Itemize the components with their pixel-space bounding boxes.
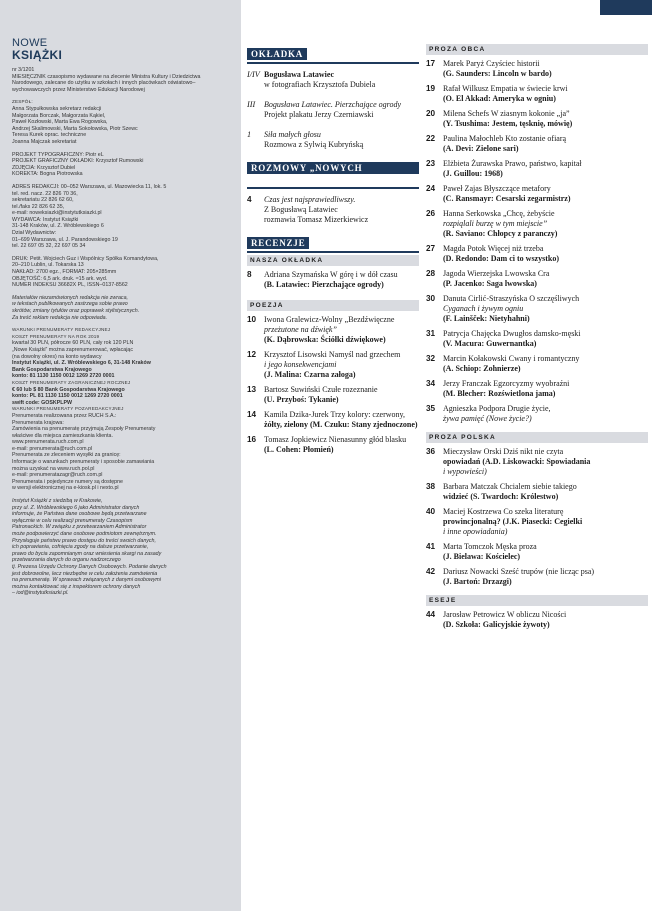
page-number: III (247, 100, 256, 109)
entry-line: (A. Devi: Zielone sari) (443, 144, 519, 153)
toc-entry[interactable] (247, 130, 419, 150)
toc-entry[interactable] (247, 350, 419, 380)
credit-line: KOREKTA: Bogna Piotrowska (12, 171, 83, 178)
sub-line: e-mail: prenumerata@ruch.com.pl (12, 445, 93, 452)
logo-line2: KSIĄŻKI (12, 48, 63, 62)
note-line: Za treść reklam redakcja nie odpowiada. (12, 314, 108, 321)
toc-entry[interactable] (426, 209, 648, 239)
team-block (12, 99, 233, 145)
entry-line: Marek Paryż Czyściec historii (443, 59, 540, 68)
entry-line: Hanna Serkowska „Chcę, żebyście (443, 209, 555, 218)
rodo-line: przy ul. Z. Wróblewskiego 6 jako Administrator danych (12, 504, 140, 511)
rodo-line: Przysługuje państwu prawo dostępu do treści swoich danych, (12, 537, 156, 544)
toc-entry[interactable] (426, 404, 648, 424)
entry-line: (J. Guillou: 1968) (443, 169, 503, 178)
page-number: 27 (426, 244, 436, 253)
entry-line: (M. Blecher: Rozświetlona jama) (443, 389, 556, 398)
team-line: Paweł Kozłowski, Marta Ewa Rogowska, (12, 119, 108, 126)
entry-line: (L. Cohen: Płomień) (264, 445, 334, 454)
page-number: 31 (426, 329, 436, 338)
entry-line: opowiadań (A.D. Liskowacki: Spowiadania (443, 457, 591, 466)
corner-tab (600, 0, 652, 15)
toc-entry[interactable] (426, 482, 648, 502)
page-number: 26 (426, 209, 436, 218)
entry-line: Rozmowa z Sylwią Kubryńską (264, 140, 364, 149)
sub-line: konto: PL 81 1130 1150 0012 1269 2720 0001 (12, 393, 123, 400)
team-line: Małgorzata Borczak, Małgorzata Kąkiel, (12, 112, 106, 119)
section-title: OKŁADKA (247, 48, 307, 60)
contents-middle (247, 44, 419, 460)
entry-line: (J. Bielawa: Kościelec) (443, 552, 521, 561)
rodo-line: na prenumeratę. W sprawach związanych z danymi osobowymi (12, 577, 161, 584)
toc-entry[interactable] (426, 84, 648, 104)
page-number: 4 (247, 195, 252, 204)
toc-entry[interactable] (426, 184, 648, 204)
sub-line: Zamówienia na prenumeratę przyjmują Zespoły Prenumeraty (12, 426, 156, 433)
entry-line: (K. Dąbrowska: Ściółki dźwiękowe) (264, 335, 386, 344)
entry-line: (V. Macura: Guwernantka) (443, 339, 537, 348)
credit-line: ZDJĘCIA: Krzysztof Dubiel (12, 164, 76, 171)
sub-line: e-mail: prenumeratazagr@ruch.com.pl (12, 472, 103, 479)
rodo-line: tj. Prezesa Urzędu Ochrony Danych Osobowych. Podanie danych (12, 563, 167, 570)
address-line: tel. red. nacz. 22 826 70 36, (12, 190, 78, 197)
print-line: NUMER INDEKSU 36682X PL, ISSN–0137-8562 (12, 282, 128, 289)
entry-line: Krzysztof Lisowski Namyśl nad grzechem (264, 350, 401, 359)
page-number: 42 (426, 567, 436, 576)
entry-line: Jarosław Petrowicz W obliczu Nicości (443, 610, 567, 619)
page-number: 23 (426, 159, 436, 168)
entry-line: Siła małych głosu (264, 130, 321, 139)
toc-entry[interactable] (247, 435, 419, 455)
entry-line: żółty, zielony (M. Czuku: Stany zjednoczone) (264, 420, 418, 429)
toc-entry[interactable] (247, 195, 419, 225)
logo-line1: NOWE (12, 37, 48, 49)
entry-line: (F. Lainšček: Nietyhahni) (443, 314, 530, 323)
address-line: sekretariatu 22 826 62 60, (12, 197, 74, 204)
page-number: 17 (426, 59, 436, 68)
print-block (12, 256, 233, 289)
page-number: 20 (426, 109, 436, 118)
page-number: 22 (426, 134, 436, 143)
sub-line: € 60 lub $ 80 Bank Gospodarstwa Krajowego (12, 386, 125, 393)
entry-line: Marta Tomczok Męska proza (443, 542, 537, 551)
subsection-title: ESEJE (426, 595, 648, 606)
toc-entry[interactable] (426, 159, 648, 179)
print-line: OBJĘTOŚĆ: 6,5 ark. druk. ≈15 ark. wyd. (12, 275, 108, 282)
sub-line: właściwe dla miejsca zamieszkania klienta. (12, 432, 113, 439)
entry-line: (D. Redondo: Dam ci to wszystko) (443, 254, 559, 263)
address-line: tel./faks 22 826 62 35, (12, 203, 65, 210)
page-number: 28 (426, 269, 436, 278)
rodo-line: może podpowierzyć dane osobowe podmiotom zewnętrznym. (12, 531, 157, 537)
masthead-column (0, 0, 241, 911)
page-number: 19 (426, 84, 436, 93)
page-number: 40 (426, 507, 436, 516)
sub-line: Prenumerata i pojedyncze numery są dostępne (12, 478, 124, 485)
entry-line: Agnieszka Podpora Drugie życie, (443, 404, 551, 413)
address-line: 01–699 Warszawa, ul. J. Parandowskiego 19 (12, 236, 118, 243)
entry-line: Patrycja Chajęcka Dwugłos damsko-męski (443, 329, 581, 338)
toc-entry[interactable] (426, 134, 648, 154)
entry-line: Elżbieta Żurawska Prawo, państwo, kapitał (443, 159, 582, 168)
toc-entry[interactable] (247, 315, 419, 345)
print-line: NAKŁAD: 2700 egz., FORMAT: 205×285mm (12, 269, 117, 276)
address-line: Dział Wydawnictw: (12, 230, 57, 237)
page-number: 34 (426, 379, 436, 388)
entry-line: Milena Schefs W ziasnym kokonie „ja” (443, 109, 570, 118)
address-line: tel. 22 697 05 32, 22 697 05 34 (12, 243, 86, 250)
rodo-line: prawo do bycia zapomnianym oraz wniesienia skargi na zasady (12, 550, 162, 557)
entry-line: i wypowieści) (443, 467, 487, 476)
toc-entry[interactable] (426, 244, 648, 264)
entry-line: rozmawia Tomasz Mizerkiewicz (264, 215, 369, 224)
entry-line: (U. Przyboś: Tykanie) (264, 395, 339, 404)
entry-line: Z Bogusławą Latawiec (264, 205, 338, 214)
sub-line: można uzyskać na www.ruch.pol.pl (12, 465, 95, 472)
address-line: ADRES REDAKCJI: 00–052 Warszawa, ul. Mazowiecka 11, lok. 5 (12, 183, 167, 190)
address-line: e-mail: noweksiazki@instytutksiazki.pl (12, 210, 102, 217)
entry-line: Magda Potok Więcej niż trzeba (443, 244, 544, 253)
toc-entry[interactable] (426, 567, 648, 587)
entry-line: (A. Schiop: Zohnierze) (443, 364, 521, 373)
toc-entry[interactable] (247, 385, 419, 405)
rodo-line: Patronackich. W związku z przetwarzaniem Administrator (12, 524, 147, 531)
credits-block (12, 152, 233, 178)
entry-line: Czas jest najsprawiedliwszy. (264, 195, 356, 204)
page-number: 13 (247, 385, 257, 394)
sub-line: WARUNKI PRENUMERATY POZAREDAKCYJNEJ (12, 406, 124, 412)
page-number: 12 (247, 350, 257, 359)
page-number: 16 (247, 435, 257, 444)
entry-line: Jagoda Wierzejska Lwowska Cra (443, 269, 550, 278)
issue-info (12, 67, 233, 93)
entry-line: prowincjonalną? (J.K. Piasecki: Cegielki (443, 517, 583, 526)
entry-line: (P. Jacenko: Saga lwowska) (443, 279, 537, 288)
note-line: w tekstach publikowanych zastrzega sobie prawo (12, 301, 128, 308)
entry-line: Jerzy Franczak Egzorcyzmy wyobraźni (443, 379, 570, 388)
section-rozmowy (247, 162, 419, 189)
team-line: Teresa Kurek oprac. techniczne (12, 132, 87, 139)
entry-line: Dariusz Nowacki Sześć trupów (nie licząc psa) (443, 567, 595, 576)
sub-line: w wersji elektronicznej na e-kiosk.pl i nexto.pl (12, 485, 119, 492)
toc-entry[interactable] (426, 329, 648, 349)
entry-line: przeżutone na dźwięk” (264, 325, 337, 334)
note-line: skrótów, zmiany tytułów oraz poprawek stylistycznych. (12, 308, 140, 314)
entry-line: Cyganach i żywym ogniu (443, 304, 524, 313)
rodo-block (12, 498, 233, 597)
entry-line: Paweł Zajas Błyszczące metafory (443, 184, 551, 193)
subsection-title: PROZA OBCA (426, 44, 648, 55)
page-number: 1 (247, 130, 252, 139)
note-line: Materiałów niezamówionych redakcja nie zwraca, (12, 294, 128, 301)
page-number: 8 (247, 270, 252, 279)
toc-entry[interactable] (426, 354, 648, 374)
rodo-line: – iod@instytutksiazki.pl. (12, 590, 69, 597)
sub-line: WARUNKI PRENUMERATY REDAKCYJNEJ (12, 327, 111, 333)
sub-line: KOSZT PRENUMERATY NA ROK 2019 (12, 333, 100, 339)
entry-line: (D. Szkoła: Galicyjskie żywoty) (443, 620, 550, 629)
page-number: 44 (426, 610, 436, 619)
entry-line: i inne opowiadania) (443, 527, 508, 536)
sub-line: kwartał 30 PLN, półrocze 60 PLN, cały rok 120 PLN (12, 340, 134, 347)
sub-line: www.prenumerata.ruch.com.pl (12, 439, 84, 446)
address-block (12, 184, 233, 250)
toc-entry[interactable] (426, 610, 648, 630)
entry-line: widzieć (S. Twardoch: Królestwo) (443, 492, 559, 501)
editorial-note (12, 295, 233, 321)
entry-line: (G. Saunders: Lincoln w bardo) (443, 69, 552, 78)
masthead-description: MIESIĘCZNIK czasopismo wydawane na zlecenie Ministra Kultury i Dziedzictwa Narodowego, zalecane do użytku w szkołach i innych placówkach oświatowo–wychowawczych przez Ministerstwo Edukacji Narodowej (12, 73, 201, 93)
rodo-line: można kontaktować się z inspektorem ochrony danych (12, 583, 141, 590)
subsection-title: POEZJA (247, 300, 419, 311)
entry-line: Paulina Małochleb Kto zostanie ofiarą (443, 134, 567, 143)
rodo-line: przetwarzania danych do organu nadzorczego (12, 557, 121, 564)
page-number: 10 (247, 315, 257, 324)
toc-entry[interactable] (247, 410, 419, 430)
entry-line: (O. El Akkad: Ameryka w ogniu) (443, 94, 556, 103)
team-label: ZESPÓŁ: (12, 99, 33, 105)
print-line: 20–210 Lublin, ul. Tokarska 13 (12, 262, 84, 269)
sub-line: konto: 81 1130 1150 0012 1269 2720 0001 (12, 373, 115, 380)
page-number: 32 (426, 354, 436, 363)
page-number: 30 (426, 294, 436, 303)
entry-line: żywa pamięć (Nowe życie?) (443, 414, 532, 423)
entry-line: Iwona Gralewicz-Wolny „Bezdźwięczne (264, 315, 395, 324)
sub-line: Informacje o warunkach prenumeraty i sposobie zamawiania (12, 459, 155, 466)
toc-entry[interactable] (426, 294, 648, 324)
magazine-logo (12, 38, 233, 67)
page-number: 38 (426, 482, 436, 491)
entry-line: w fotografiach Krzysztofa Dubiela (264, 80, 376, 89)
toc-entry[interactable] (426, 59, 648, 79)
sub-line: „Nowe Książki” można zaprenumerować, wpłacając (12, 346, 133, 353)
page-number: 24 (426, 184, 436, 193)
toc-entry[interactable] (426, 269, 648, 289)
entry-line: Rafał Wilkusz Empatia w świecie krwi (443, 84, 568, 93)
section-title: ROZMOWY „NOWYCH KSIĄŻEK” (247, 162, 419, 174)
rodo-line: ich poprawiania, cofnięcia zgody na dalsze przetwarzanie, (12, 544, 149, 551)
sub-line: Bank Gospodarstwa Krajowego (12, 366, 92, 373)
toc-entry[interactable] (247, 100, 419, 120)
rodo-line: informuje, że Państwa dane osobowe będą przetwarzane (12, 511, 147, 518)
team-line: Joanna Majczak sekretariat (12, 138, 77, 145)
section-okladka (247, 44, 419, 64)
page-number: 36 (426, 447, 436, 456)
entry-line: Barbara Matczak Chcialem siebie takiego (443, 482, 577, 491)
entry-line: (Y. Tsushima: Jestem, tęsknię, mówię) (443, 119, 573, 128)
sub-line: KOSZT PRENUMERATY ZAGRANICZNEJ ROCZNEJ (12, 379, 131, 385)
entry-line: (R. Saviano: Chłopcy z paranczy) (443, 229, 558, 238)
sub-line: Prenumerata krajowa: (12, 419, 64, 426)
toc-entry[interactable] (426, 379, 648, 399)
entry-line: Marcin Kołakowski Cwany i romantyczny (443, 354, 580, 363)
page-number: 35 (426, 404, 436, 413)
subsection-title: PROZA POLSKA (426, 432, 648, 443)
toc-entry[interactable] (247, 270, 419, 290)
credit-line: PROJEKT TYPOGRAFICZNY: Piotr eL (12, 151, 104, 158)
address-line: WYDAWCA: Instytut Książki (12, 216, 79, 223)
sub-line: Prenumerata ze zleceniem wysyłki za granicę: (12, 452, 121, 459)
entry-line: Kamila Dzika-Jurek Trzy kolory: czerwony, (264, 410, 405, 419)
toc-entry[interactable] (426, 542, 648, 562)
entry-line: (C. Ransmayr: Cesarski zegarmistrz) (443, 194, 571, 203)
subsection-title: NASZA OKŁADKA (247, 255, 419, 266)
print-line: DRUK: Petit. Wojciech Guz i Wspólnicy Spółka Komandytowa, (12, 255, 159, 262)
section-title: RECENZJE (247, 237, 309, 249)
toc-entry[interactable] (426, 507, 648, 537)
team-line: Anna Stypułkowska sekretarz redakcji (12, 105, 102, 112)
entry-line: Maciej Kostrzewa Co szeka literaturę (443, 507, 564, 516)
contents-right (426, 44, 648, 635)
entry-line: (J. Malina: Czarna załoga) (264, 370, 356, 379)
toc-entry[interactable] (426, 109, 648, 129)
toc-entry[interactable] (426, 447, 648, 477)
credit-line: PROJEKT GRAFICZNY OKŁADKI: Krzysztof Rumowski (12, 158, 144, 165)
issue-number: nr 3/1201 (12, 67, 35, 73)
page-number: 14 (247, 410, 257, 419)
address-line: 31-148 Kraków, ul. Z. Wróblewskiego 6 (12, 223, 104, 230)
entry-line: Bogusława Latawiec. Pierzchające ogrody (264, 100, 402, 109)
entry-line: i jego konsekwencjami (264, 360, 337, 369)
entry-line: Bogusława Latawiec (264, 70, 334, 79)
rodo-line: wyłącznie w celu realizacji prenumeraty Czasopism (12, 517, 133, 524)
sub-line: Prenumerata realizowana przez RUCH S.A.: (12, 412, 117, 419)
entry-line: Tomasz Jopkiewicz Nienasunny głód blasku (264, 435, 407, 444)
section-recenzje (247, 233, 419, 253)
page-number: 41 (426, 542, 436, 551)
entry-line: Projekt plakatu Jerzy Czerniawski (264, 110, 374, 119)
page-number: I/IV (247, 70, 260, 79)
entry-line: (J. Bartoń: Drzazgi) (443, 577, 512, 586)
toc-entry[interactable] (247, 70, 419, 90)
entry-line: Mieczysław Orski Dziś nikt nie czyta (443, 447, 564, 456)
rodo-line: Instytut Książki z siedzibą w Krakowie, (12, 498, 103, 505)
subscription-block (12, 327, 233, 492)
entry-line: Adriana Szymańska W górę i w dół czasu (264, 270, 398, 279)
entry-line: rozpiąlali burzę w tym miejscie” (443, 219, 548, 228)
entry-line: Danuta Cirlić-Straszyńska O szczęśliwych (443, 294, 580, 303)
sub-line: (na dowolny okres) na konto wydawcy (12, 353, 102, 360)
entry-line: Bartosz Suwiński Czułe rozeznanie (264, 385, 378, 394)
sub-line: swift code: GOSKPLPW (12, 399, 73, 406)
entry-line: (B. Latawiec: Pierzchające ogrody) (264, 280, 384, 289)
sub-line: Instytut Książki, ul. Z. Wróblewskiego 6, 31-148 Kraków (12, 360, 151, 367)
rodo-line: jest dobrowolne, lecz niezbędne w celu założenia zamówienia (12, 570, 158, 577)
team-line: Andrzej Skalimowski, Marta Sokołowska, Piotr Szewc (12, 125, 138, 132)
